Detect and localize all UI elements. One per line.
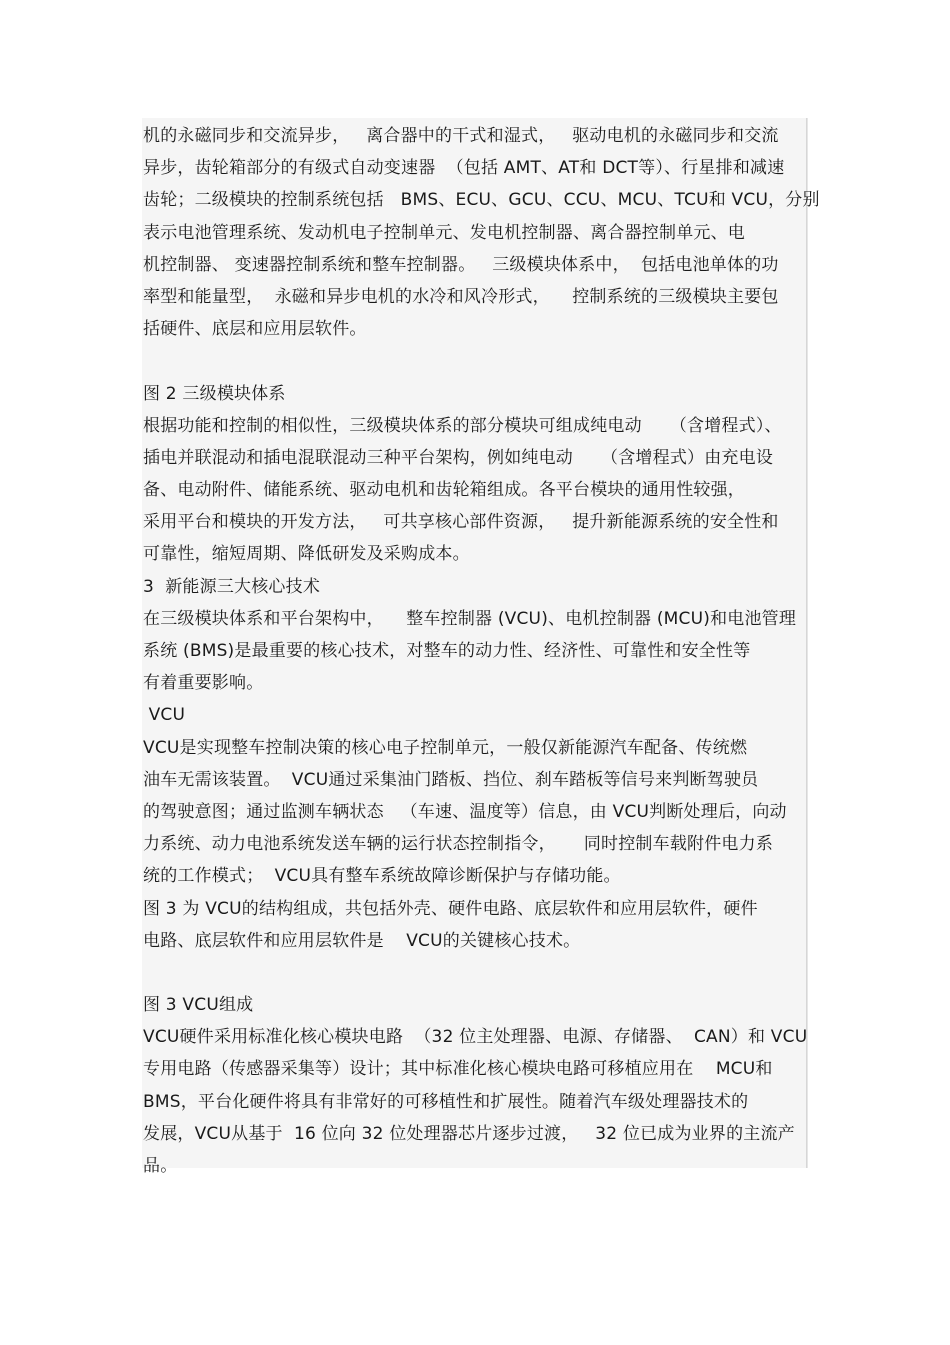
figure-2-caption: 图 2 三级模块体系 [143,383,286,404]
document-body [143,120,833,1182]
paragraph-line: 发展，VCU从基于 16 位向 32 位处理器芯片逐步过渡， 32 位已成为业界的主流产 [143,1123,795,1144]
vcu-heading: VCU [143,705,186,726]
paragraph-line: 可靠性，缩短周期、降低研发及采购成本。 [143,544,470,565]
paragraph-line: 备、电动附件、储能系统、驱动电机和齿轮箱组成。各平台模块的通用性较强， [143,480,745,501]
paragraph-line: VCU硬件采用标准化核心模块电路 （32 位主处理器、电源、存储器、 CAN）和 VCU [143,1027,808,1048]
paragraph-line: 插电并联混动和插电混联混动三种平台架构，例如纯电动 （含增程式）由充电设 [143,447,774,468]
paragraph-line: 表示电池管理系统、发动机电子控制单元、发电机控制器、离合器控制单元、电 [143,222,745,243]
paragraph-line: 机的永磁同步和交流异步， 离合器中的干式和湿式， 驱动电机的永磁同步和交流 [143,126,779,146]
paragraph-line: 品。 [143,1156,178,1176]
paragraph-line: 统的工作模式； VCU具有整车系统故障诊断保护与存储功能。 [143,866,621,887]
paragraph-line: 机控制器、 变速器控制系统和整车控制器。 三级模块体系中， 包括电池单体的功 [143,254,779,275]
paragraph-line: 在三级模块体系和平台架构中， 整车控制器 (VCU)、电机控制器 (MCU)和电池管理 [143,608,797,629]
paragraph-line: 专用电路（传感器采集等）设计；其中标准化核心模块电路可移植应用在 MCU和 [143,1059,773,1080]
paragraph-line: BMS，平台化硬件将具有非常好的可移植性和扩展性。随着汽车级处理器技术的 [143,1091,749,1112]
paragraph-line: 率型和能量型， 永磁和异步电机的水冷和风冷形式， 控制系统的三级模块主要包 [143,286,779,307]
paragraph-line: 油车无需该装置。 VCU通过采集油门踏板、挡位、刹车踏板等信号来判断驾驶员 [143,769,759,790]
paragraph-line: 的驾驶意图；通过监测车辆状态 （车速、温度等）信息，由 VCU判断处理后，向动 [143,801,787,822]
section-3-heading: 3 新能源三大核心技术 [143,576,321,597]
figure-3-caption: 图 3 VCU组成 [143,995,254,1016]
paragraph-line: 括硬件、底层和应用层软件。 [143,319,367,340]
paragraph-line: 根据功能和控制的相似性，三级模块体系的部分模块可组成纯电动 （含增程式）、 [143,415,782,436]
paragraph-line: 有着重要影响。 [143,673,264,694]
paragraph-line: 系统 (BMS)是最重要的核心技术，对整车的动力性、经济性、可靠性和安全性等 [143,641,751,661]
paragraph-line: 图 3 为 VCU的结构组成，共包括外壳、硬件电路、底层软件和应用层软件，硬件 [143,898,758,919]
paragraph-line: 异步，齿轮箱部分的有级式自动变速器 （包括 AMT、AT和 DCT等）、行星排和减速 [143,158,785,179]
blank-line [143,957,833,989]
paragraph-line: 齿轮；二级模块的控制系统包括 BMS、ECU、GCU、CCU、MCU、TCU和 VCU，分别 [143,190,820,211]
blank-line [143,345,833,377]
paragraph-line: 力系统、动力电池系统发送车辆的运行状态控制指令， 同时控制车载附件电力系 [143,834,774,855]
paragraph-line: VCU是实现整车控制决策的核心电子控制单元，一般仅新能源汽车配备、传统燃 [143,737,748,758]
paragraph-line: 电路、底层软件和应用层软件是 VCU的关键核心技术。 [143,930,581,951]
paragraph-line: 采用平台和模块的开发方法， 可共享核心部件资源， 提升新能源系统的安全性和 [143,512,779,533]
